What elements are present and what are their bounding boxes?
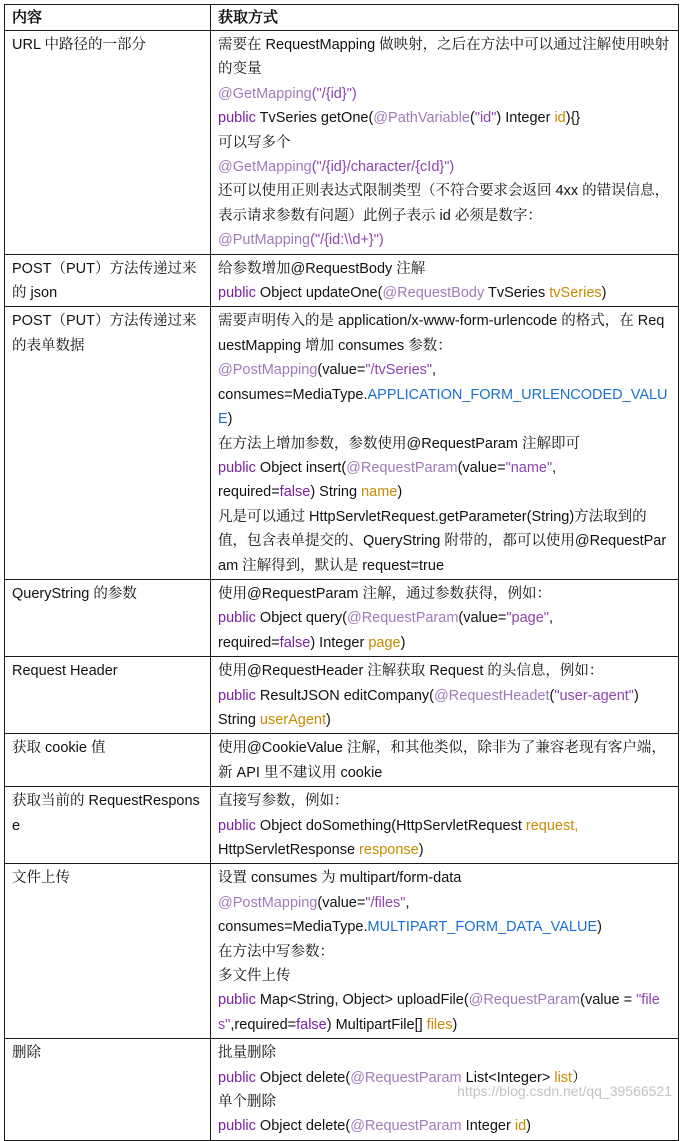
row-method [211, 787, 679, 864]
code-ann: @GetMapping [218, 85, 312, 102]
method-line [218, 480, 672, 504]
text-segment: , [548, 610, 553, 627]
text-segment: ) [397, 484, 403, 501]
method-line [218, 736, 672, 785]
method-line [218, 964, 672, 988]
method-line [218, 631, 672, 655]
table-row [5, 579, 679, 656]
text-segment: Object delete( [259, 1069, 351, 1086]
row-method [211, 657, 679, 734]
text-segment: 凡是可以通过 HttpServletRequest.getParameter(String)方法取到的值，包含表单提交的、QueryString 附带的，都可以使用@RequestParam 注解得到，默认是 request=true [218, 508, 667, 574]
text-segment: ResultJSON editCompany( [259, 687, 434, 704]
code-str: "user-agent" [554, 687, 634, 704]
code-ann: @RequestBody [382, 285, 485, 302]
text-segment: TvSeries [484, 285, 550, 302]
row-method [211, 31, 679, 255]
text-segment: 需要声明传入的是 application/x-www-form-urlencode 的格式，在 RequestMapping 增加 consumes 参数： [218, 313, 665, 354]
text-segment: 在方法中写参数： [218, 943, 334, 960]
method-line [218, 228, 672, 252]
text-segment: consumes=MediaType. [218, 386, 368, 403]
row-method [211, 864, 679, 1039]
code-ann: @PostMapping [218, 362, 318, 379]
code-str: ("/{id:\\d+}") [310, 232, 384, 249]
row-method [211, 579, 679, 656]
code-str: "page" [506, 610, 549, 627]
text-segment: 在方法上增加参数，参数使用@RequestParam 注解即可 [218, 435, 580, 452]
text-segment: Object delete( [259, 1118, 351, 1135]
code-ann: @PostMapping [218, 894, 318, 911]
table-row [5, 254, 679, 307]
code-const: MULTIPART_FORM_DATA_VALUE [367, 919, 598, 936]
text-segment: ) [601, 285, 607, 302]
code-kw: public [218, 817, 260, 834]
code-var: response [359, 842, 419, 858]
method-line [218, 33, 672, 82]
watermark: https://blog.csdn.net/qq_39566521 [457, 1083, 672, 1099]
method-line [218, 838, 672, 862]
text-segment: required= [218, 484, 280, 501]
text-segment: HttpServletResponse [218, 842, 360, 858]
code-var: id [514, 1118, 527, 1135]
table-row [5, 307, 679, 579]
method-line [218, 891, 672, 915]
text-segment: (value= [317, 894, 366, 911]
text-segment: 还可以使用正则表达式限制类型（不符合要求会返回 4xx 的错误信息，表示请求参数有问题）此例子表示 id 必须是数字： [218, 183, 670, 224]
method-line [218, 82, 672, 106]
method-line [218, 708, 672, 732]
text-segment: 使用@RequestParam 注解，通过参数获得，例如： [218, 585, 551, 602]
row-method [211, 254, 679, 307]
text-segment: ( [549, 687, 555, 704]
code-kw: public [218, 687, 260, 704]
code-const: APPLICATION_FORM_URLENCODED_VALUE [218, 386, 668, 428]
code-str: "name" [505, 459, 553, 476]
row-method [211, 734, 679, 787]
code-ann: @PathVariable [373, 110, 470, 127]
code-ann: @RequestHeadet [434, 687, 550, 704]
code-var: id [554, 110, 566, 127]
text-segment: Map<String, Object> uploadFile( [259, 992, 469, 1009]
row-label: 获取当前的 RequestResponse [5, 787, 211, 864]
row-label: POST（PUT）方法传递过来的 json [5, 254, 211, 307]
text-segment: ） [572, 1069, 587, 1086]
text-segment: Object query( [259, 610, 347, 627]
method-line [218, 106, 672, 130]
code-str: "/tvSeries" [365, 362, 433, 379]
code-var: name [361, 484, 398, 501]
table-row [5, 734, 679, 787]
text-segment: ) [633, 687, 639, 704]
text-segment: (value= [458, 610, 507, 627]
text-segment: Integer [461, 1118, 515, 1135]
table-row [5, 864, 679, 1039]
code-ann: @RequestParam [346, 610, 459, 627]
code-var: tvSeries [549, 285, 602, 302]
method-line [218, 155, 672, 179]
text-segment: ) [452, 1016, 458, 1033]
text-segment: ( [469, 110, 475, 127]
method-line [218, 131, 672, 155]
text-segment: 可以写多个 [218, 134, 291, 151]
method-line [218, 309, 672, 358]
method-line [218, 281, 672, 305]
text-segment: consumes=MediaType. [218, 919, 368, 936]
header-row [5, 5, 679, 31]
table-row [5, 787, 679, 864]
code-ann: @PutMapping [218, 232, 311, 249]
text-segment: TvSeries getOne( [259, 110, 374, 127]
text-segment: , [552, 459, 557, 476]
header-method: 获取方式 [211, 5, 679, 31]
text-segment: 直接写参数，例如： [218, 793, 349, 810]
code-var: page [368, 634, 401, 651]
code-kw: public [218, 1118, 260, 1135]
code-kw: public [218, 992, 260, 1009]
code-var: list [554, 1069, 573, 1086]
text-segment: , [432, 362, 437, 379]
code-kw: public [218, 110, 260, 127]
method-line [218, 179, 672, 228]
method-line [218, 940, 672, 964]
code-var: userAgent [259, 711, 327, 728]
method-line [218, 659, 672, 683]
method-line [218, 915, 672, 939]
method-line [218, 1041, 672, 1065]
method-line [218, 814, 672, 838]
text-segment: ,required= [230, 1016, 297, 1033]
text-segment: Object insert( [259, 459, 347, 476]
text-segment: 批量删除 [218, 1045, 276, 1062]
method-line [218, 456, 672, 480]
text-segment: ) [326, 711, 331, 728]
row-label: 删除 [5, 1039, 211, 1141]
text-segment: ) [597, 919, 602, 936]
row-label: Request Header [5, 657, 211, 734]
table-row [5, 657, 679, 734]
row-label: 获取 cookie 值 [5, 734, 211, 787]
row-method [211, 307, 679, 579]
method-line [218, 988, 672, 1037]
row-label: POST（PUT）方法传递过来的表单数据 [5, 307, 211, 579]
method-line [218, 1114, 672, 1138]
method-line [218, 582, 672, 606]
text-segment: 多文件上传 [218, 968, 291, 985]
row-label: QueryString 的参数 [5, 579, 211, 656]
text-segment: String [218, 711, 260, 728]
text-segment: Object doSomething(HttpServletRequest [259, 817, 526, 834]
code-str: "id" [474, 110, 497, 127]
text-segment: Object updateOne( [259, 285, 383, 302]
code-lit: false [296, 1016, 327, 1033]
code-lit: false [279, 634, 311, 651]
text-segment: 给参数增加@RequestBody 注解 [218, 260, 426, 277]
code-kw: public [218, 285, 260, 302]
table-body [5, 31, 679, 1141]
code-str: "/files" [365, 894, 406, 911]
text-segment: , [405, 894, 410, 911]
text-segment: (value= [457, 459, 506, 476]
code-kw: public [218, 459, 260, 476]
text-segment: ) [418, 842, 424, 858]
method-line [218, 505, 672, 578]
row-label: 文件上传 [5, 864, 211, 1039]
text-segment: (value = [580, 992, 637, 1009]
method-line [218, 358, 672, 382]
code-lit: false [279, 484, 311, 501]
code-kw: public [218, 1069, 260, 1086]
text-segment: ) Integer [496, 110, 555, 127]
row-label: URL 中路径的一部分 [5, 31, 211, 255]
code-str: "files" [218, 992, 660, 1033]
text-segment: ) [400, 634, 406, 651]
text-segment: 需要在 RequestMapping 做映射，之后在方法中可以通过注解使用映射的变量 [218, 37, 670, 78]
method-line [218, 257, 672, 281]
text-segment: ) [526, 1118, 531, 1135]
method-line [218, 866, 672, 890]
table-row [5, 31, 679, 255]
text-segment: ){} [565, 110, 581, 127]
code-str: ("/{id}/character/{cId}") [311, 159, 455, 176]
annotation-table [4, 4, 679, 1141]
method-line [218, 432, 672, 456]
text-segment: 使用@RequestHeader 注解获取 Request 的头信息，例如： [218, 663, 604, 680]
text-segment: List<Integer> [461, 1069, 555, 1086]
code-var: request, [525, 817, 579, 834]
text-segment: (value= [317, 362, 366, 379]
code-ann: @GetMapping [218, 159, 312, 176]
code-ann: @RequestParam [350, 1118, 462, 1135]
method-line [218, 684, 672, 708]
method-line [218, 383, 672, 432]
text-segment: ) [227, 411, 233, 428]
method-line [218, 789, 672, 813]
text-segment: ) String [310, 484, 362, 501]
code-ann: @RequestParam [468, 992, 581, 1009]
code-ann: @RequestParam [346, 459, 458, 476]
code-var: files [426, 1016, 453, 1033]
header-content: 内容 [5, 5, 211, 31]
text-segment: 单个删除 [218, 1094, 276, 1111]
text-segment: required= [218, 634, 280, 651]
code-kw: public [218, 610, 260, 627]
code-ann: @RequestParam [350, 1069, 462, 1086]
text-segment: ) MultipartFile[] [326, 1016, 427, 1033]
method-line [218, 606, 672, 630]
text-segment: 设置 consumes 为 multipart/form-data [218, 870, 462, 887]
code-str: ("/{id}") [311, 85, 357, 102]
text-segment: 使用@CookieValue 注解，和其他类似，除非为了兼容老现有客户端，新 API 里不建议用 cookie [218, 740, 666, 781]
text-segment: ) Integer [310, 634, 369, 651]
